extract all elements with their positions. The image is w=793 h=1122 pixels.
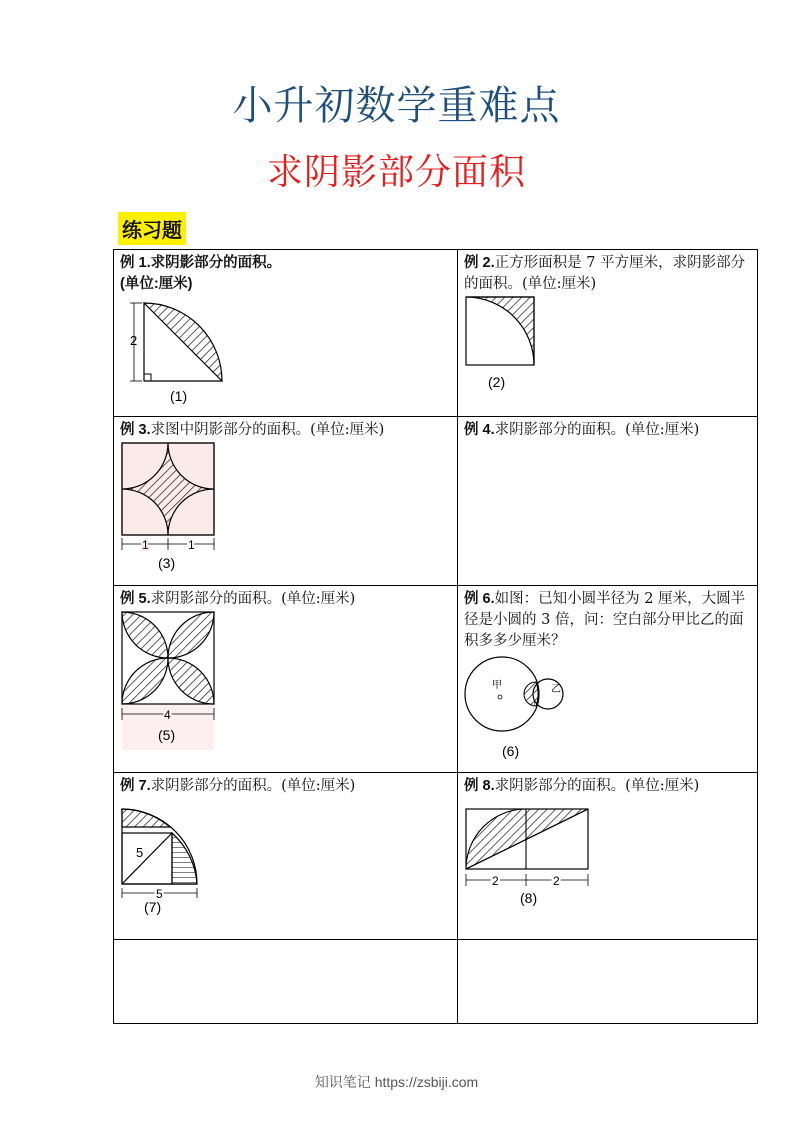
shaded-region <box>144 303 222 381</box>
problem-5 <box>114 586 458 773</box>
problem-label: 例 8. <box>464 778 495 794</box>
problem-text: 求图中阴影部分的面积。(单位:厘米) <box>150 422 385 438</box>
problem-text: 求阴影部分的面积。(单位:厘米) <box>494 778 700 794</box>
shaded-top <box>122 809 170 827</box>
empty-cell <box>458 940 758 1024</box>
problem-label: 例 2. <box>464 255 495 271</box>
problem-label: 例 4. <box>464 422 495 438</box>
figure-3 <box>120 441 220 573</box>
page-title: 小升初数学重难点 <box>232 83 561 129</box>
problem-text: 求阴影部分的面积。 <box>150 255 282 271</box>
figure-7 <box>120 807 220 933</box>
figure-5 <box>120 610 220 750</box>
problem-label: 例 7. <box>120 778 151 794</box>
figure-8 <box>464 807 594 927</box>
figure-caption: (8) <box>520 890 538 906</box>
problem-text: 求阴影部分的面积。(单位:厘米) <box>150 591 356 607</box>
figure-6 <box>464 652 584 762</box>
dimension-label: 2 <box>492 874 499 888</box>
figure-2 <box>464 295 564 393</box>
problem-text: 如图：已知小圆半径为 2 厘米，大圆半径是小圆的 3 倍，问：空白部分甲比乙的面积多多少厘米？ <box>464 591 746 649</box>
problem-8 <box>458 773 758 940</box>
problem-label: 例 5. <box>120 591 151 607</box>
footer-text: 知识笔记 https://zsbiji.com <box>314 1074 479 1090</box>
figure-caption: (5) <box>158 727 176 743</box>
dimension-label: 1 <box>188 538 195 552</box>
figure-caption: (1) <box>170 388 188 404</box>
problem-label: 例 1. <box>120 255 151 271</box>
problem-1 <box>114 250 458 417</box>
section-label: 练习题 <box>118 212 186 245</box>
problem-table <box>113 249 758 1024</box>
problem-label: 例 3. <box>120 422 151 438</box>
figure-caption: (2) <box>488 374 506 390</box>
dimension-label: 2 <box>130 333 138 348</box>
shaded-region <box>466 297 534 365</box>
label-yi: 乙 <box>551 684 561 695</box>
dimension-label: 2 <box>553 874 560 888</box>
problem-7 <box>114 773 458 940</box>
problem-unit: (单位:厘米) <box>120 276 193 292</box>
problem-text: 求阴影部分的面积。(单位:厘米) <box>494 422 700 438</box>
empty-cell <box>114 940 458 1024</box>
label-jia: 甲 <box>492 680 502 691</box>
dimension-label: 4 <box>164 708 171 722</box>
problem-text: 求阴影部分的面积。(单位:厘米) <box>150 778 356 794</box>
dimension-label: 1 <box>142 538 149 552</box>
problem-2 <box>458 250 758 417</box>
figure-caption: (6) <box>502 743 520 759</box>
problem-3 <box>114 417 458 586</box>
problem-label: 例 6. <box>464 591 495 607</box>
figure-caption: (3) <box>158 555 176 571</box>
dimension-label: 5 <box>136 845 144 860</box>
problem-text: 正方形面积是 7 平方厘米，求阴影部分的面积。(单位:厘米) <box>464 255 746 292</box>
problem-6 <box>458 586 758 773</box>
problem-4 <box>458 417 758 586</box>
figure-1 <box>120 295 250 405</box>
dimension-label: 5 <box>156 887 163 901</box>
page-subtitle: 求阴影部分面积 <box>266 152 526 193</box>
figure-caption: (7) <box>144 899 162 915</box>
